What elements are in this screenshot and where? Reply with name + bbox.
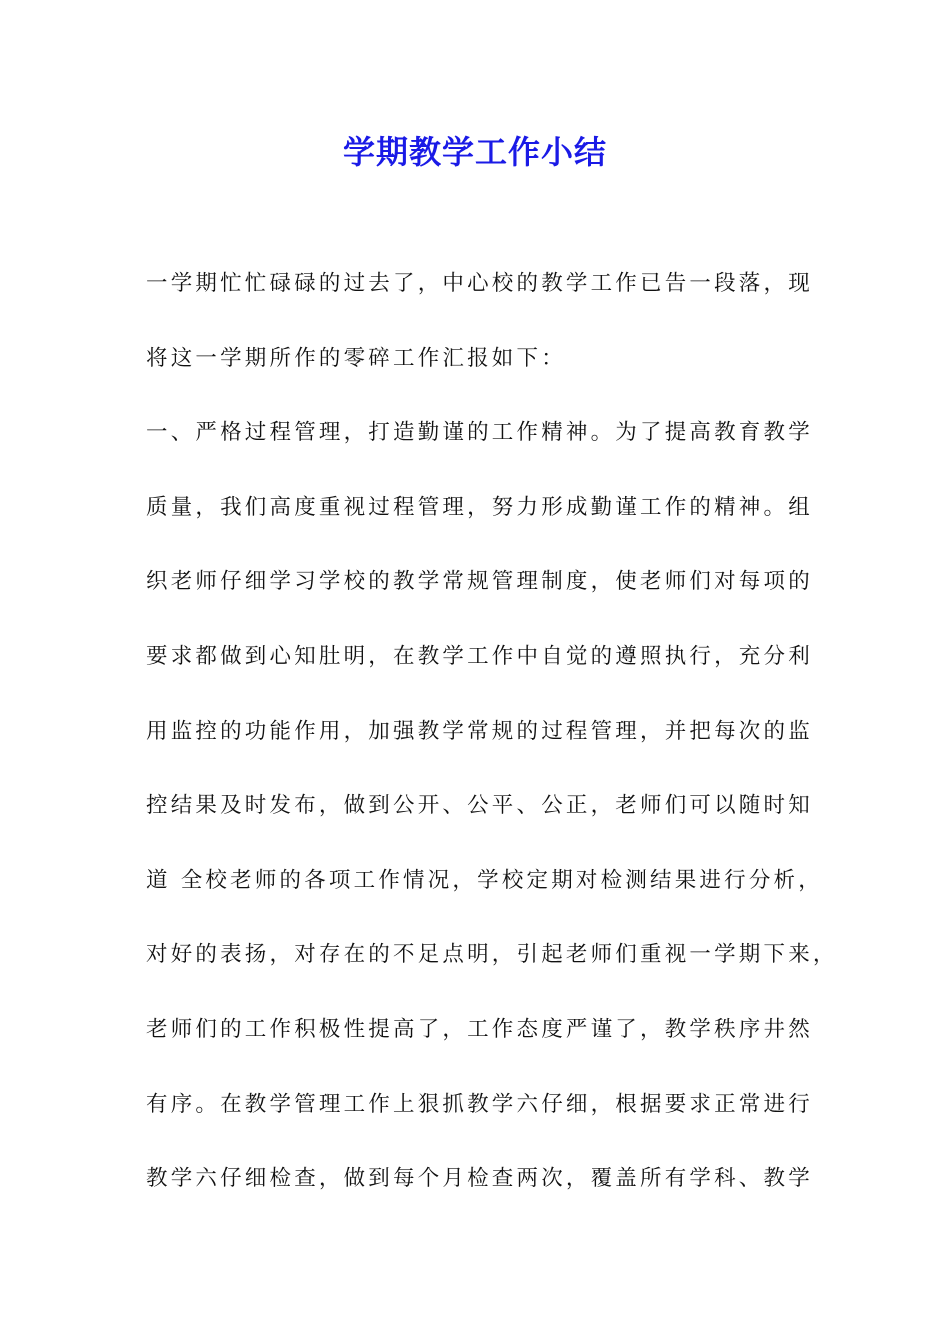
paragraph-line: 教学六仔细检查，做到每个月检查两次，覆盖所有学科、教学 (146, 1166, 813, 1192)
document-body (146, 262, 838, 1232)
paragraph-line: 织老师仔细学习学校的教学常规管理制度，使老师们对每项的 (146, 569, 813, 595)
paragraph-line: 一、严格过程管理，打造勤谨的工作精神。为了提高教育教学 (146, 420, 813, 446)
paragraph-line: 控结果及时发布，做到公开、公平、公正，老师们可以随时知 (146, 793, 813, 819)
paragraph-line: 老师们的工作积极性提高了，工作态度严谨了，教学秩序井然 (146, 1016, 813, 1042)
paragraph-line: 质量，我们高度重视过程管理，努力形成勤谨工作的精神。组 (146, 494, 813, 520)
paragraph-line: 道 全校老师的各项工作情况，学校定期对检测结果进行分析， (146, 867, 823, 893)
paragraph-line: 将这一学期所作的零碎工作汇报如下： (146, 345, 566, 371)
paragraph-line: 用监控的功能作用，加强教学常规的过程管理，并把每次的监 (146, 718, 813, 744)
paragraph-line: 要求都做到心知肚明，在教学工作中自觉的遵照执行，充分利 (146, 643, 813, 669)
paragraph-line: 有序。在教学管理工作上狠抓教学六仔细，根据要求正常进行 (146, 1091, 813, 1117)
paragraph-line: 对好的表扬，对存在的不足点明，引起老师们重视一学期下来， (146, 942, 838, 968)
document-title: 学期教学工作小结 (342, 133, 607, 171)
paragraph-line: 一学期忙忙碌碌的过去了，中心校的教学工作已告一段落，现 (146, 271, 813, 296)
